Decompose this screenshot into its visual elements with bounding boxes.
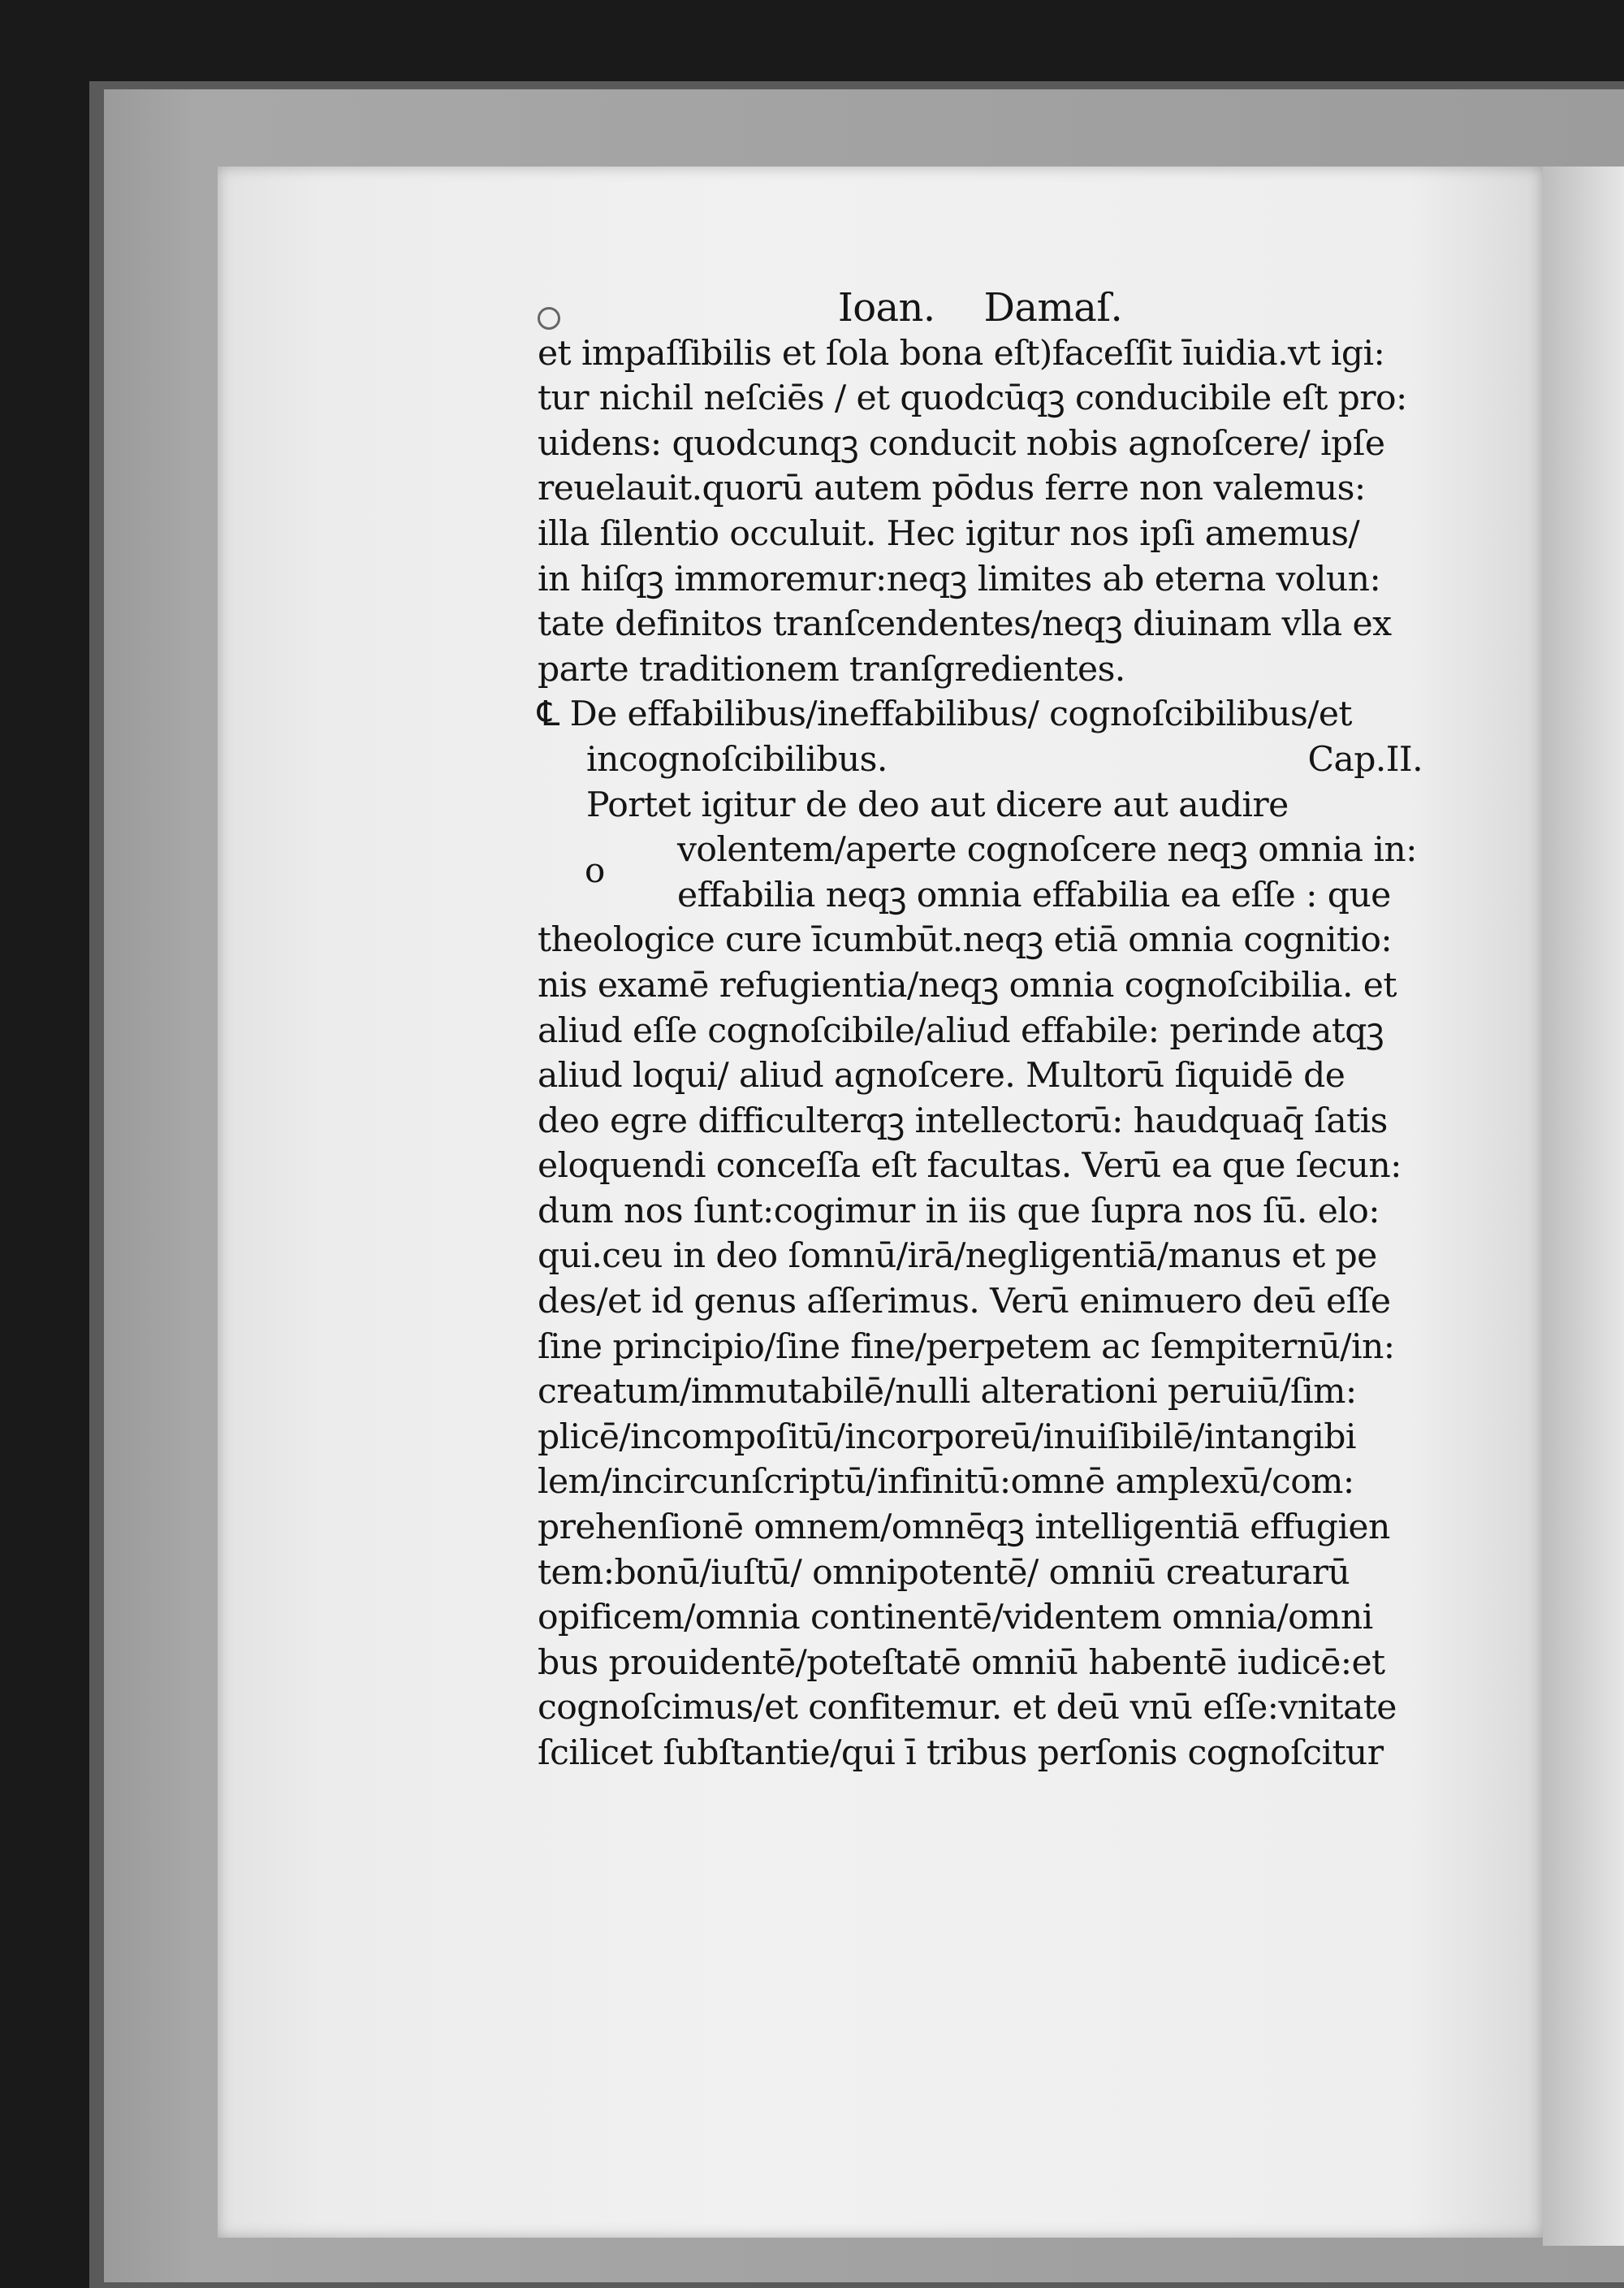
running-head [538,286,1423,331]
text-line: aliud eſſe cognoſcibile/aliud effabile: perinde atqꝫ [538,1010,1384,1051]
text-line: parte traditionem tranſgredientes. [538,649,1125,690]
marginal-letter: o [585,850,606,890]
text-line: dum nos ſunt:cogimur in iis que ſupra nos ſū. elo: [538,1191,1380,1231]
text-line: qui.ceu in deo ſomnū/irā/negligentiā/manus et pe [538,1236,1377,1277]
text-line: deo egre difficulterqꝫ intellectorū: haudquaq̄ ſatis [538,1101,1388,1141]
text-line: bus prouidentē/poteſtatē omniū habentē iudicē:et [538,1642,1385,1683]
text-line: et impaſſibilis et ſola bona eſt)faceſſit īuidia.vt igi: [538,333,1385,374]
text-line: aliud loqui/ aliud agnoſcere. Multorū ſiquidē de [538,1056,1345,1096]
text-line: tem:bonū/iuſtū/ omnipotentē/ omniū creaturarū [538,1552,1350,1593]
pilcrow-icon: ℄ [538,694,559,735]
text-line: illa ſilentio occuluit. Hec igitur nos ipſi amemus/ [538,513,1360,554]
text-line: lem/incircunſcriptū/infinitū:omnē amplexū/com: [538,1462,1354,1503]
text-line: effabilia neqꝫ omnia effabilia ea eſſe : que [677,875,1391,915]
chapter-title: De effabilibus/ineffabilibus/ cognoſcibilibus/et [569,694,1352,735]
text-line: tur nichil neſciēs / et quodcūqꝫ conducibile eſt pro: [538,378,1407,419]
text-line: ſcilicet ſubſtantie/qui ī tribus perſonis cognoſcitur [538,1733,1384,1773]
chapter-number: Cap.II. [1307,739,1423,780]
text-line: plicē/incompoſitū/incorporeū/inuiſibilē/intangibi [538,1416,1356,1457]
chapter-title-cont: incognoſcibilibus. [586,739,888,780]
chapter-heading-line1 [538,692,1423,737]
text-line: ſine principio/ſine fine/perpetem ac ſempiternū/in: [538,1326,1395,1367]
running-head-right: Damaſ. [983,285,1123,331]
text-line: eloquendi conceſſa eſt facultas. Verū ea que ſecun: [538,1146,1402,1187]
facing-page-edge [1543,167,1624,2246]
text-line: volentem/aperte cognoſcere neqꝫ omnia in: [677,830,1417,871]
page-text [538,286,1423,1776]
text-line: theologice cure īcumbūt.neqꝫ etiā omnia cognitio: [538,920,1393,961]
text-line: tate definitos tranſcendentes/neqꝫ diuinam vlla ex [538,604,1392,645]
text-line: reuelauit.quorū autem pōdus ferre non valemus: [538,469,1366,509]
text-line: cognoſcimus/et confitemur. et deū vnū eſſe:vnitate [538,1688,1397,1728]
text-line: uidens: quodcunqꝫ conducit nobis agnoſcere/ ipſe [538,423,1385,464]
text-line: prehenſionē omnem/omnēqꝫ intelligentiā effugien [538,1507,1390,1548]
text-line: des/et id genus aſſerimus. Verū enimuero deū eſſe [538,1282,1391,1322]
text-line: creatum/immutabilē/nulli alterationi peruiū/ſim: [538,1372,1357,1412]
text-line: in hiſqꝫ immoremur:neqꝫ limites ab eterna volun: [538,559,1381,599]
text-line: nis examē refugientia/neqꝫ omnia cognoſcibilia. et [538,965,1397,1006]
text-line: opificem/omnia continentē/videntem omnia/omni [538,1598,1373,1638]
running-head-left: Ioan. [837,285,935,331]
text-line: Portet igitur de deo aut dicere aut audire [586,785,1289,825]
chapter-heading-line2 [538,737,1423,783]
